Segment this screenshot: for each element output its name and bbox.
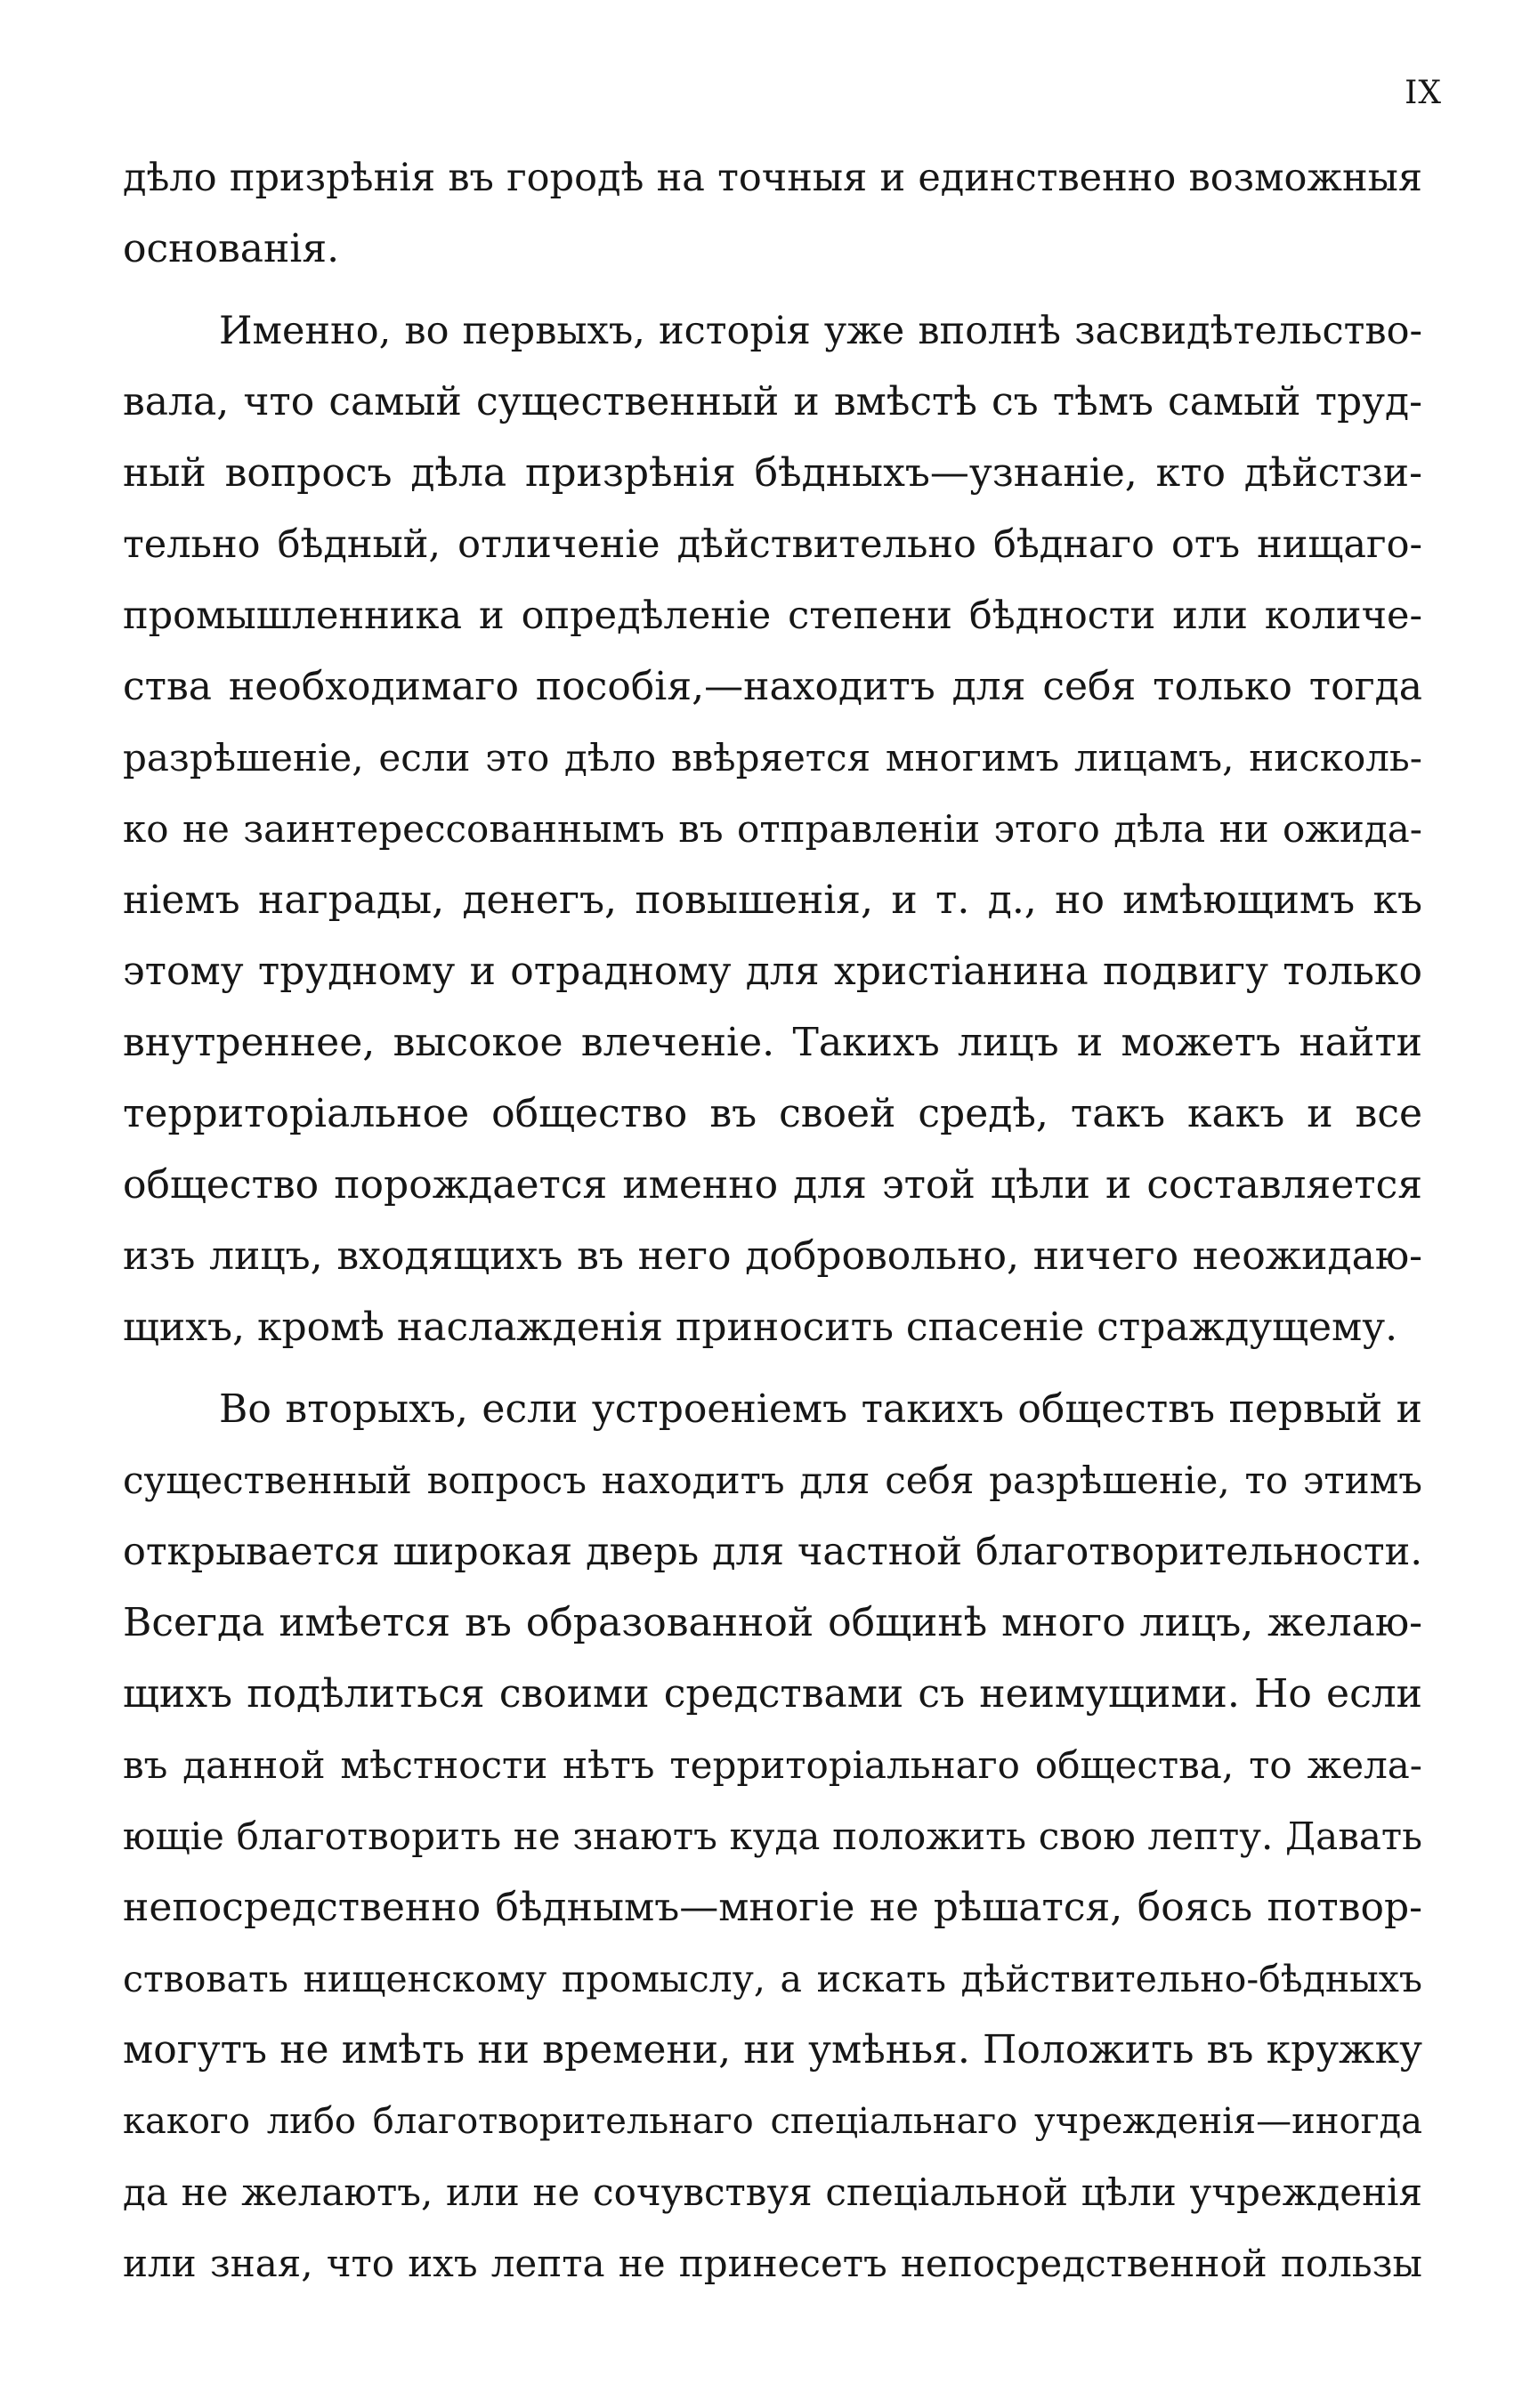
text-line: основанія. (123, 226, 340, 271)
page-body (123, 142, 1422, 2299)
text-line: щихъ, кромѣ наслажденія приносить спасеніе страждущему. (123, 1305, 1398, 1350)
text-line: этому трудному и отрадному для христіанина подвигу только (123, 949, 1422, 994)
text-line: ющіе благотворить не знаютъ куда положить свою лепту. Давать (123, 1814, 1422, 1858)
text-line: Именно, во первыхъ, исторія уже вполнѣ засвидѣтельство- (219, 309, 1422, 353)
text-line: могутъ не имѣть ни времени, ни умѣнья. Положить въ кружку (123, 2027, 1422, 2073)
text-line: существенный вопросъ находитъ для себя разрѣшеніе, то этимъ (123, 1459, 1422, 1502)
text-line: территоріальное общество въ своей средѣ, такъ какъ и все (123, 1091, 1422, 1136)
text-line: ствовать нищенскому промыслу, а искать дѣйствительно-бѣдныхъ (123, 1958, 1422, 2000)
text-line: тельно бѣдный, отличеніе дѣйствительно бѣднаго отъ нищаго- (123, 522, 1422, 567)
text-line: дѣло призрѣнія въ городѣ на точныя и единственно возможныя (123, 156, 1422, 200)
text-line: да не желаютъ, или не сочувствуя спеціальной цѣли учрежденія (123, 2170, 1422, 2214)
page-number: IX (1405, 75, 1442, 111)
text-line: Во вторыхъ, если устроеніемъ такихъ обществъ первый и (219, 1386, 1422, 1432)
text-line: въ данной мѣстности нѣтъ территоріальнаго общества, то жела- (123, 1743, 1422, 1787)
text-line: промышленника и опредѣленіе степени бѣдности или количе- (123, 594, 1422, 638)
text-line: щихъ подѣлиться своими средствами съ неимущими. Но если (123, 1671, 1422, 1717)
text-line: общество порождается именно для этой цѣли и составляется (123, 1162, 1422, 1208)
text-line: внутреннее, высокое влеченіе. Такихъ лицъ и можетъ найти (123, 1020, 1422, 1065)
text-line: ства необходимаго пособія,—находитъ для себя только тогда (123, 664, 1422, 709)
text-line: разрѣшеніе, если это дѣло ввѣряется многимъ лицамъ, нисколь- (123, 736, 1422, 780)
text-line: ко не заинтерессованнымъ въ отправленіи этого дѣла ни ожида- (123, 807, 1422, 851)
text-line: или зная, что ихъ лепта не принесетъ непосредственной пользы (123, 2242, 1422, 2285)
text-line: какого либо благотворительнаго спеціальнаго учрежденія—иногда (123, 2101, 1422, 2142)
text-line: Всегда имѣется въ образованной общинѣ много лицъ, желаю- (123, 1600, 1422, 1645)
text-line: открывается широкая дверь для частной благотворительности. (123, 1530, 1422, 1574)
text-line: изъ лицъ, входящихъ въ него добровольно, ничего неожидаю- (123, 1233, 1422, 1279)
text-line: вала, что самый существенный и вмѣстѣ съ тѣмъ самый труд- (123, 379, 1422, 424)
text-line: ніемъ награды, денегъ, повышенія, и т. д., но имѣющимъ къ (123, 877, 1422, 923)
text-line: ный вопросъ дѣла призрѣнія бѣдныхъ—узнаніе, кто дѣйстзи- (123, 450, 1422, 496)
text-line: непосредственно бѣднымъ—многіе не рѣшатся, боясь потвор- (123, 1885, 1422, 1930)
